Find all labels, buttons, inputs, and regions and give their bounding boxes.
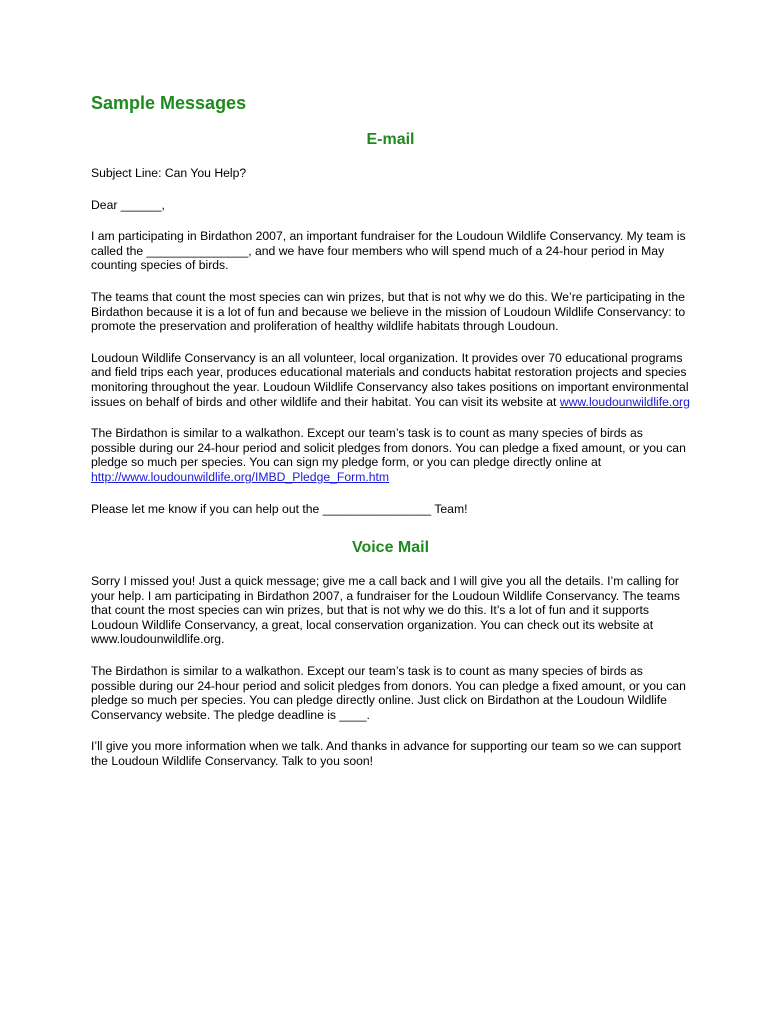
email-subject-line: Subject Line: Can You Help? [91, 166, 247, 180]
voice-paragraph-1: Sorry I missed you! Just a quick message; give me a call back and I will give you all the details. I’m calling for your help. I am participating in Birdathon 2007, a fundraiser for the Loudoun Wildlife Conservancy. The teams that count the most species can win prizes, but that is not why we do this. It’s a lot of fun and it supports Loudoun Wildlife Conservancy, a great, local conservation organization. You can check out its website at www.loudounwildlife.org. [91, 574, 680, 647]
voice-mail-heading: Voice Mail [351, 539, 430, 557]
email-paragraph-3-text: Loudoun Wildlife Conservancy is an all volunteer, local organization. It provides over 70 educational programs and field trips each year, produces educational materials and conducts habitat restoration projects and species monitoring throughout the year. Loudoun Wildlife Conservancy also takes positions on important environmental issues on behalf of birds and other wildlife and their habitat. You can visit its website at [91, 350, 689, 409]
document-title: Sample Messages [91, 93, 247, 113]
website-link[interactable]: www.loudounwildlife.org [559, 394, 690, 409]
email-paragraph-4 [91, 426, 690, 484]
email-greeting: Dear ______, [91, 197, 165, 212]
pledge-form-link[interactable]: http://www.loudounwildlife.org/IMBD_Pledge_Form.htm [91, 469, 390, 484]
email-paragraph-5: Please let me know if you can help out the ________________ Team! [91, 501, 468, 516]
email-paragraph-3 [91, 351, 690, 409]
email-paragraph-2: The teams that count the most species can win prizes, but that is not why we do this. We’re participating in the Birdathon because it is a lot of fun and because we believe in the mission of Loudoun Wildlife Conservancy: to promote the preservation and proliferation of healthy wildlife habitats through Loudoun. [91, 289, 686, 334]
email-paragraph-1: I am participating in Birdathon 2007, an important fundraiser for the Loudoun Wildlife Conservancy. My team is called the _______________, and we have four members who will spend much of a 24-hour period in May counting species of birds. [91, 229, 686, 273]
email-heading: E-mail [366, 131, 415, 148]
voice-paragraph-2: The Birdathon is similar to a walkathon. Except our team’s task is to count as many species of birds as possible during our 24-hour period and solicit pledges from donors. You can pledge a fixed amount, or you can pledge so much per species. You can pledge directly online. Just click on Birdathon at the Loudoun Wildlife Conservancy website. The pledge deadline is ____. [91, 664, 686, 722]
voice-paragraph-3: I’ll give you more information when we talk. And thanks in advance for supporting our team so we can support the Loudoun Wildlife Conservancy. Talk to you soon! [91, 739, 682, 769]
email-paragraph-4-text: The Birdathon is similar to a walkathon. Except our team’s task is to count as many species of birds as possible during our 24-hour period and solicit pledges from donors. You can pledge a fixed amount, or you can pledge so much per species. You can sign my pledge form, or you can pledge directly online at [91, 426, 686, 470]
